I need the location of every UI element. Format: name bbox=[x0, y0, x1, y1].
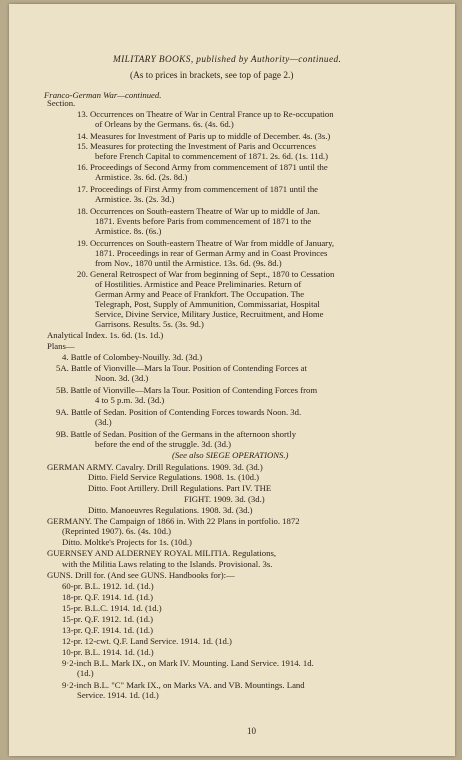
entry-line: FIGHT. 1909. 3d. (3d.) bbox=[184, 494, 265, 504]
entry-line: 5A. Battle of Vionville—Mars la Tour. Position of Contending Forces at bbox=[56, 363, 307, 373]
entry-line: of Hostilities. Armistice and Peace Preliminaries. Return of bbox=[95, 279, 302, 289]
entry-line: 19. Occurrences on South-eastern Theatre of War from middle of January, bbox=[77, 238, 335, 248]
entry-line: 4. Battle of Colombey-Nouilly. 3d. (3d.) bbox=[62, 352, 203, 362]
price-note: (As to prices in brackets, see top of page 2.) bbox=[130, 71, 294, 81]
entry-line: 5B. Battle of Vionville—Mars la Tour. Position of Contending Forces from bbox=[56, 385, 318, 395]
page-number: 10 bbox=[247, 726, 256, 736]
entry-line: Plans— bbox=[47, 341, 75, 351]
entry-line: 1871. Events before Paris from commencement of 1871 to the bbox=[95, 216, 312, 226]
entry-line: Ditto. Manoeuvres Regulations. 1908. 3d. (3d.) bbox=[88, 505, 253, 515]
entry-line: GUNS. Drill for. (And see GUNS. Handbooks for):— bbox=[47, 570, 235, 580]
entry-line: before the end of the struggle. 3d. (3d.) bbox=[95, 439, 232, 449]
entry-line: 16. Proceedings of Second Army from commencement of 1871 until the bbox=[77, 162, 328, 172]
entry-line: with the Militia Laws relating to the Islands. Provisional. 3s. bbox=[62, 559, 273, 569]
entry-line: 15-pr. B.L.C. 1914. 1d. (1d.) bbox=[62, 603, 162, 613]
entry-line: Armistice. 3s. (2s. 3d.) bbox=[95, 194, 175, 204]
entry-line: 4 to 5 p.m. 3d. (3d.) bbox=[95, 395, 165, 405]
entry-line: 9B. Battle of Sedan. Position of the Germans in the afternoon shortly bbox=[56, 429, 297, 439]
entry-line: 13-pr. Q.F. 1914. 1d. (1d.) bbox=[62, 625, 154, 635]
running-head: MILITARY BOOKS, published by Authority—continued. bbox=[113, 55, 342, 65]
entry-line: (3d.) bbox=[95, 417, 112, 427]
entry-line: Armistice. 3s. 6d. (2s. 8d.) bbox=[95, 172, 188, 182]
entry-line: 18-pr. Q.F. 1914. 1d. (1d.) bbox=[62, 592, 154, 602]
entry-line: 9·2-inch B.L. Mark IX., on Mark IV. Mounting. Land Service. 1914. 1d. bbox=[62, 658, 314, 668]
entry-line: 15-pr. Q.F. 1912. 1d. (1d.) bbox=[62, 614, 154, 624]
entry-line: 10-pr. B.L. 1914. 1d. (1d.) bbox=[62, 647, 154, 657]
entry-line: 14. Measures for Investment of Paris up to middle of December. 4s. (3s.) bbox=[77, 131, 331, 141]
entry-line: Telegraph, Post, Supply of Ammunition, Commissariat, Hospital bbox=[95, 299, 320, 309]
entry-line: Noon. 3d. (3d.) bbox=[95, 373, 149, 383]
entry-line: 12-pr. 12-cwt. Q.F. Land Service. 1914. 1d. (1d.) bbox=[62, 636, 232, 646]
entry-line: 18. Occurrences on South-eastern Theatre of War up to middle of Jan. bbox=[77, 206, 320, 216]
entry-line: GUERNSEY AND ALDERNEY ROYAL MILITIA. Regulations, bbox=[47, 548, 276, 558]
entry-line: from Nov., 1870 until the Armistice. 13s. 6d. (9s. 8d.) bbox=[95, 258, 282, 268]
entry-line: 15. Measures for protecting the Investment of Paris and Occurrences bbox=[77, 141, 316, 151]
entry-line: 1871. Proceedings in rear of German Army and in Coast Provinces bbox=[95, 248, 328, 258]
entry-line: Service, Divine Service, Military Justice, Recruitment, and Home bbox=[95, 309, 324, 319]
section-title: Franco-German War—continued. bbox=[44, 90, 162, 100]
entry-line: 20. General Retrospect of War from beginning of Sept., 1870 to Cessation bbox=[77, 269, 335, 279]
entry-line: GERMAN ARMY. Cavalry. Drill Regulations. 1909. 3d. (3d.) bbox=[47, 462, 263, 472]
entry-line: Armistice. 8s. (6s.) bbox=[95, 226, 162, 236]
entry-line: German Army and Peace of Frankfort. The Occupation. The bbox=[95, 289, 305, 299]
entry-line: 60-pr. B.L. 1912. 1d. (1d.) bbox=[62, 581, 154, 591]
entry-line: (Reprinted 1907). 6s. (4s. 10d.) bbox=[62, 526, 172, 536]
entry-line: Analytical Index. 1s. 6d. (1s. 1d.) bbox=[47, 330, 164, 340]
entry-line: 17. Proceedings of First Army from commencement of 1871 until the bbox=[77, 184, 319, 194]
entry-line: Ditto. Foot Artillery. Drill Regulations. Part IV. THE bbox=[88, 483, 272, 493]
entry-line: GERMANY. The Campaign of 1866 in. With 22 Plans in portfolio. 1872 bbox=[47, 516, 300, 526]
book-page bbox=[9, 4, 455, 756]
entry-line: Garrisons. Results. 5s. (3s. 9d.) bbox=[95, 319, 204, 329]
entry-line: 9A. Battle of Sedan. Position of Contending Forces towards Noon. 3d. bbox=[56, 407, 302, 417]
entry-line: before French Capital to commencement of 1871. 2s. 6d. (1s. 11d.) bbox=[95, 151, 328, 161]
entry-line: Ditto. Field Service Regulations. 1908. 1s. (10d.) bbox=[88, 472, 260, 482]
entry-line: Service. 1914. 1d. (1d.) bbox=[77, 690, 159, 700]
entry-line: Ditto. Moltke's Projects for 1s. (10d.) bbox=[62, 537, 192, 547]
entry-line: 9·2-inch B.L. "C" Mark IX., on Marks VA. and VB. Mountings. Land bbox=[62, 680, 305, 690]
entry-line: (1d.) bbox=[77, 668, 94, 678]
entry-line: 13. Occurrences on Theatre of War in Central France up to Re-occupation bbox=[77, 109, 334, 119]
entry-line: Section. bbox=[47, 98, 76, 108]
entry-line: of Orleans by the Germans. 6s. (4s. 6d.) bbox=[95, 119, 234, 129]
entry-line: (See also SIEGE OPERATIONS.) bbox=[172, 450, 289, 460]
